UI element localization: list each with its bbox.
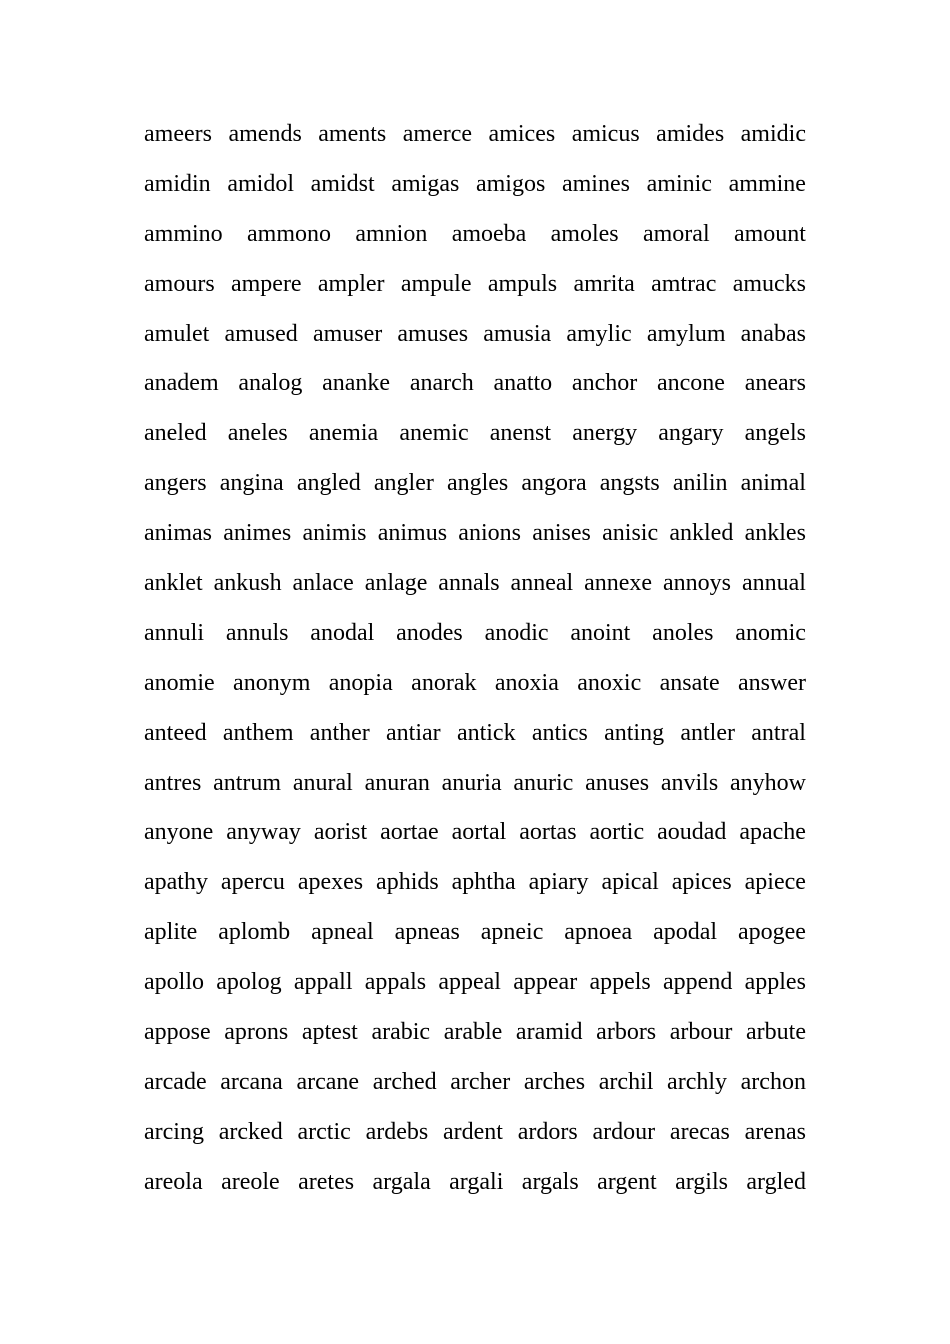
text-line <box>144 1112 806 1162</box>
word: apache <box>739 819 806 846</box>
word: ansate <box>659 669 720 696</box>
word: anomic <box>735 619 806 646</box>
word: angora <box>521 470 587 497</box>
word: archil <box>598 1068 654 1095</box>
word: argils <box>675 1168 728 1195</box>
word: appels <box>589 969 651 996</box>
word: answer <box>738 669 806 696</box>
text-line <box>144 314 806 364</box>
text-line <box>144 264 806 314</box>
word: amices <box>488 121 556 147</box>
word: arbute <box>746 1019 806 1046</box>
word: apneas <box>394 919 460 946</box>
word: ardebs <box>365 1118 429 1145</box>
word: amused <box>224 320 298 347</box>
word: aneles <box>227 420 288 447</box>
word: argent <box>597 1168 657 1195</box>
word: append <box>663 969 733 996</box>
word: amours <box>144 270 215 297</box>
word: aments <box>318 121 387 147</box>
word: animis <box>302 520 367 547</box>
word: appose <box>144 1019 211 1046</box>
word: anyone <box>144 819 214 846</box>
text-line <box>144 413 806 463</box>
word: anemia <box>308 420 379 447</box>
word: amylic <box>566 320 632 347</box>
word: angels <box>744 420 806 447</box>
word: anabas <box>740 320 806 347</box>
word: arcked <box>218 1118 283 1145</box>
text-line <box>144 563 806 613</box>
text-line <box>144 812 806 862</box>
word: aramid <box>515 1019 583 1046</box>
word: amicus <box>571 121 640 147</box>
word: antral <box>751 719 806 746</box>
word: animas <box>144 520 212 547</box>
word: animal <box>740 470 806 497</box>
word: aneled <box>144 420 207 447</box>
word: ankled <box>669 520 734 547</box>
word: aphtha <box>451 869 516 896</box>
word: apolog <box>216 969 282 996</box>
word: apiece <box>744 869 806 896</box>
word: angsts <box>599 470 660 497</box>
word: arcane <box>296 1068 360 1095</box>
word: anodic <box>484 619 549 646</box>
word: argals <box>521 1168 579 1195</box>
word: annoys <box>663 570 732 597</box>
word: apples <box>744 969 806 996</box>
word: anodal <box>310 619 375 646</box>
word: anears <box>744 370 806 397</box>
word: angles <box>446 470 509 497</box>
word: amusia <box>483 320 552 347</box>
word: anting <box>604 719 665 746</box>
word: arcade <box>144 1068 207 1095</box>
word: apodal <box>653 919 718 946</box>
word: arbors <box>596 1019 657 1046</box>
word: ameers <box>144 121 212 147</box>
text-line <box>144 513 806 563</box>
word: ampere <box>230 270 302 297</box>
word: anyhow <box>729 769 806 796</box>
word: ankush <box>213 570 282 597</box>
word: anomie <box>144 669 215 696</box>
word: ancone <box>656 370 725 397</box>
text-line <box>144 164 806 214</box>
word: archer <box>450 1068 511 1095</box>
word: annals <box>438 570 500 597</box>
text-line <box>144 763 806 813</box>
word: anoles <box>652 619 714 646</box>
word: anadem <box>144 370 219 397</box>
word-list-text <box>144 114 806 1212</box>
word: amylum <box>646 320 726 347</box>
word: archly <box>667 1068 728 1095</box>
text-line <box>144 862 806 912</box>
text-line <box>144 1012 806 1062</box>
word: areola <box>144 1168 203 1195</box>
word: amidin <box>144 170 211 197</box>
word: antres <box>144 769 202 796</box>
word: amoeba <box>451 220 527 247</box>
word: arable <box>443 1019 503 1046</box>
word: anoxic <box>577 669 642 696</box>
word: argali <box>449 1168 504 1195</box>
word: amoles <box>550 220 619 247</box>
word: amtrac <box>651 270 717 297</box>
word: amidst <box>310 170 375 197</box>
text-line <box>144 363 806 413</box>
word: apneal <box>311 919 374 946</box>
text-line <box>144 114 806 164</box>
word: anuric <box>513 769 574 796</box>
word: apical <box>601 869 659 896</box>
word: angers <box>144 470 207 497</box>
word: antiar <box>386 719 441 746</box>
word: aphids <box>376 869 439 896</box>
word: arched <box>372 1068 437 1095</box>
word: apercu <box>220 869 285 896</box>
word: antrum <box>213 769 282 796</box>
word: amoral <box>642 220 710 247</box>
word: aortae <box>380 819 439 846</box>
word: aoudad <box>657 819 727 846</box>
word: ampler <box>317 270 385 297</box>
word: apiary <box>528 869 589 896</box>
word: antick <box>456 719 516 746</box>
word: anemic <box>399 420 469 447</box>
word: arcana <box>220 1068 283 1095</box>
word: arecas <box>669 1118 730 1145</box>
word: apathy <box>144 869 208 896</box>
text-line <box>144 663 806 713</box>
word: apollo <box>144 969 204 996</box>
word: analog <box>238 370 303 397</box>
word: anatto <box>493 370 553 397</box>
word: aortal <box>451 819 507 846</box>
word: anopia <box>328 669 393 696</box>
word: angled <box>296 470 361 497</box>
word: ammino <box>144 220 223 247</box>
word: anoint <box>570 619 631 646</box>
word: archon <box>740 1068 806 1095</box>
word: ammono <box>247 220 331 247</box>
word: angina <box>219 470 284 497</box>
word: antler <box>680 719 735 746</box>
word: anuran <box>364 769 430 796</box>
word: annexe <box>584 570 653 597</box>
word: annual <box>741 570 806 597</box>
word: antics <box>531 719 588 746</box>
word: annuli <box>144 619 204 646</box>
word: amigos <box>475 170 546 197</box>
word: aminic <box>646 170 712 197</box>
word: argled <box>746 1168 806 1195</box>
word: anions <box>458 520 521 547</box>
word: aprons <box>224 1019 289 1046</box>
word: amnion <box>355 220 428 247</box>
text-line <box>144 214 806 264</box>
word: apnoea <box>564 919 633 946</box>
word: aortas <box>519 819 577 846</box>
word: amines <box>561 170 630 197</box>
word: anisic <box>602 520 659 547</box>
text-line <box>144 1162 806 1212</box>
word: ammine <box>728 170 806 197</box>
word: anvils <box>660 769 719 796</box>
word: anchor <box>571 370 638 397</box>
word: anodes <box>396 619 463 646</box>
word: anneal <box>510 570 574 597</box>
word: apices <box>671 869 732 896</box>
word: anorak <box>411 669 477 696</box>
word: amuses <box>397 320 469 347</box>
word: aortic <box>589 819 645 846</box>
word: anural <box>292 769 353 796</box>
word: anoxia <box>494 669 559 696</box>
text-line <box>144 463 806 513</box>
word: aplite <box>144 919 198 946</box>
word: animes <box>223 520 292 547</box>
word: arenas <box>744 1118 806 1145</box>
word: amrita <box>573 270 635 297</box>
word: arctic <box>297 1118 351 1145</box>
word: arabic <box>371 1019 431 1046</box>
word: ardent <box>442 1118 503 1145</box>
word: appals <box>364 969 427 996</box>
word: arches <box>523 1068 586 1095</box>
word: ardour <box>592 1118 656 1145</box>
word: ampuls <box>487 270 558 297</box>
word: anteed <box>144 719 207 746</box>
word: aptest <box>301 1019 358 1046</box>
word: amigas <box>391 170 460 197</box>
word: anenst <box>489 420 552 447</box>
word: amulet <box>144 320 210 347</box>
word: amount <box>733 220 806 247</box>
word: argala <box>372 1168 431 1195</box>
word: arcing <box>144 1118 204 1145</box>
word: amidol <box>227 170 294 197</box>
word: anyway <box>226 819 301 846</box>
word: apogee <box>737 919 806 946</box>
word: anther <box>309 719 370 746</box>
word: amends <box>228 121 302 147</box>
word: ardors <box>517 1118 578 1145</box>
word: anises <box>532 520 591 547</box>
text-line <box>144 713 806 763</box>
word: amerce <box>402 121 473 147</box>
word: animus <box>377 520 448 547</box>
word: amuser <box>312 320 383 347</box>
text-line <box>144 613 806 663</box>
word: apneic <box>480 919 544 946</box>
word: ampule <box>400 270 472 297</box>
word: anonym <box>233 669 311 696</box>
word: anuses <box>585 769 650 796</box>
word: anklet <box>144 570 203 597</box>
text-line <box>144 1062 806 1112</box>
word: aretes <box>298 1168 355 1195</box>
word: annuls <box>225 619 289 646</box>
word: amidic <box>740 121 806 147</box>
word: anlage <box>364 570 428 597</box>
word: appall <box>293 969 353 996</box>
text-line <box>144 962 806 1012</box>
word: appear <box>513 969 578 996</box>
word: anuria <box>441 769 502 796</box>
word: apexes <box>297 869 364 896</box>
word: amides <box>656 121 725 147</box>
text-line <box>144 912 806 962</box>
word: anlace <box>292 570 354 597</box>
word: arbour <box>669 1019 733 1046</box>
word: appeal <box>438 969 501 996</box>
word: aorist <box>313 819 368 846</box>
word: amucks <box>732 270 806 297</box>
word: aplomb <box>218 919 291 946</box>
word: ananke <box>322 370 391 397</box>
word: anilin <box>672 470 728 497</box>
word: areole <box>221 1168 280 1195</box>
word: anarch <box>409 370 474 397</box>
word: angler <box>373 470 434 497</box>
word: anthem <box>222 719 294 746</box>
word: angary <box>658 420 724 447</box>
word: ankles <box>744 520 806 547</box>
word: anergy <box>572 420 638 447</box>
